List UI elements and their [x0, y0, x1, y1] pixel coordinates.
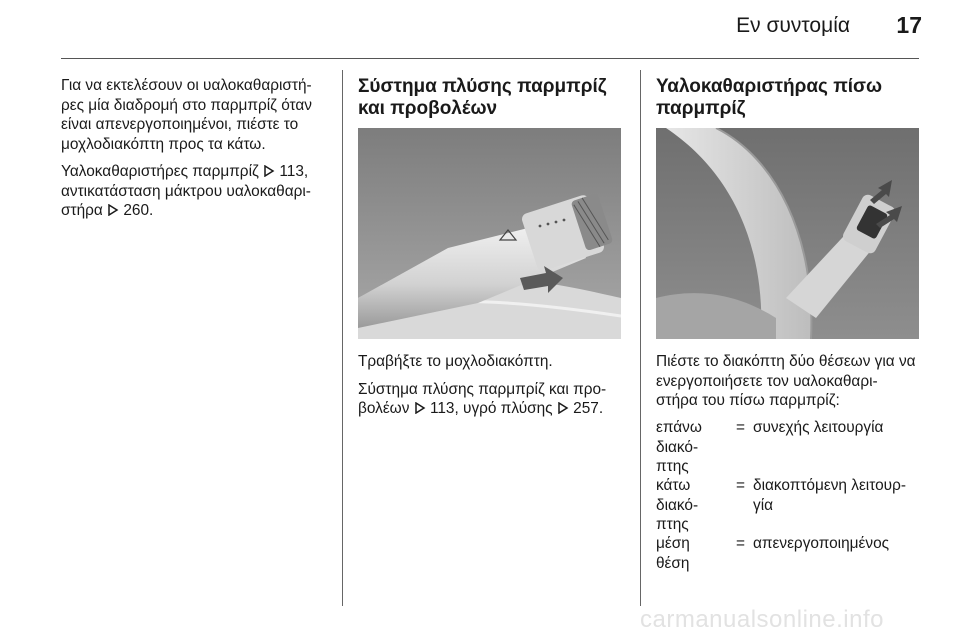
reference-arrow-icon — [107, 204, 119, 216]
figure-caption-pull-lever: Τραβήξτε το μοχλοδιακόπτη. — [358, 353, 553, 370]
column-3-body — [656, 352, 922, 419]
paragraph-rear-wiper-intro: Πιέστε το διακόπτη δύο θέσεων για να ενεργοποιήσετε τον υαλοκαθαρι‐ στήρα του πίσω παρμπρίζ: — [656, 353, 916, 409]
figure-washer-lever — [358, 128, 621, 339]
heading-rear-wiper: Υαλοκαθαριστήρας πίσω παρμπρίζ — [656, 76, 883, 119]
reference-text: Σύστημα πλύσης παρμπρίζ και προ‐ βολέων — [358, 380, 607, 417]
paragraph-washer-references — [358, 380, 626, 419]
section-title: Εν συντομία — [736, 14, 850, 37]
header-rule — [61, 58, 919, 59]
definition-equals: = — [736, 535, 745, 552]
watermark: carmanualsonline.info — [640, 606, 884, 633]
definition-term: επάνω διακό‐ πτης — [656, 419, 702, 475]
reference-arrow-icon — [263, 165, 275, 177]
page-number: 17 — [896, 12, 922, 38]
reference-arrow-icon — [414, 402, 426, 414]
column-2 — [358, 76, 626, 134]
definition-row — [656, 476, 922, 534]
column-1 — [61, 76, 329, 229]
definition-row — [656, 418, 922, 476]
definition-description: διακοπτόμενη λειτουρ‐ γία — [753, 477, 906, 514]
definition-equals: = — [736, 477, 745, 494]
reference-text-2: αντικατάσταση μάκτρου υαλοκαθαρι‐ στήρα — [61, 182, 311, 219]
figure-rear-wiper-switch — [656, 128, 919, 339]
column-divider-2 — [640, 70, 641, 606]
column-3 — [656, 76, 922, 134]
definition-term: κάτω διακό‐ πτης — [656, 477, 699, 533]
heading-washer-system: Σύστημα πλύσης παρμπρίζ και προβολέων — [358, 76, 607, 119]
definition-description: συνεχής λειτουργία — [753, 419, 884, 436]
reference-page-link[interactable]: 113, — [279, 163, 309, 180]
definition-equals: = — [736, 419, 745, 436]
reference-page-link[interactable]: 260. — [123, 202, 154, 219]
reference-text: Υαλοκαθαριστήρες παρμπρίζ — [61, 163, 259, 180]
definition-term: μέση θέση — [656, 535, 690, 572]
reference-arrow-icon — [557, 402, 569, 414]
reference-page-link[interactable]: 257. — [573, 400, 604, 417]
paragraph-references — [61, 162, 329, 221]
paragraph-wipe-once: Για να εκτελέσουν οι υαλοκαθαριστή‐ ρες μία διαδρομή στο παρμπρίζ όταν είναι απενεργοποιημένοι, πιέστε το μοχλοδιακόπτη προς τα κάτω. — [61, 77, 313, 153]
definition-description: απενεργοποιημένος — [753, 535, 890, 552]
column-divider-1 — [342, 70, 343, 606]
column-2-body — [358, 352, 626, 427]
reference-page-link[interactable]: 113, υγρό πλύσης — [429, 400, 553, 417]
definition-row — [656, 534, 922, 574]
definitions-list — [656, 418, 922, 574]
